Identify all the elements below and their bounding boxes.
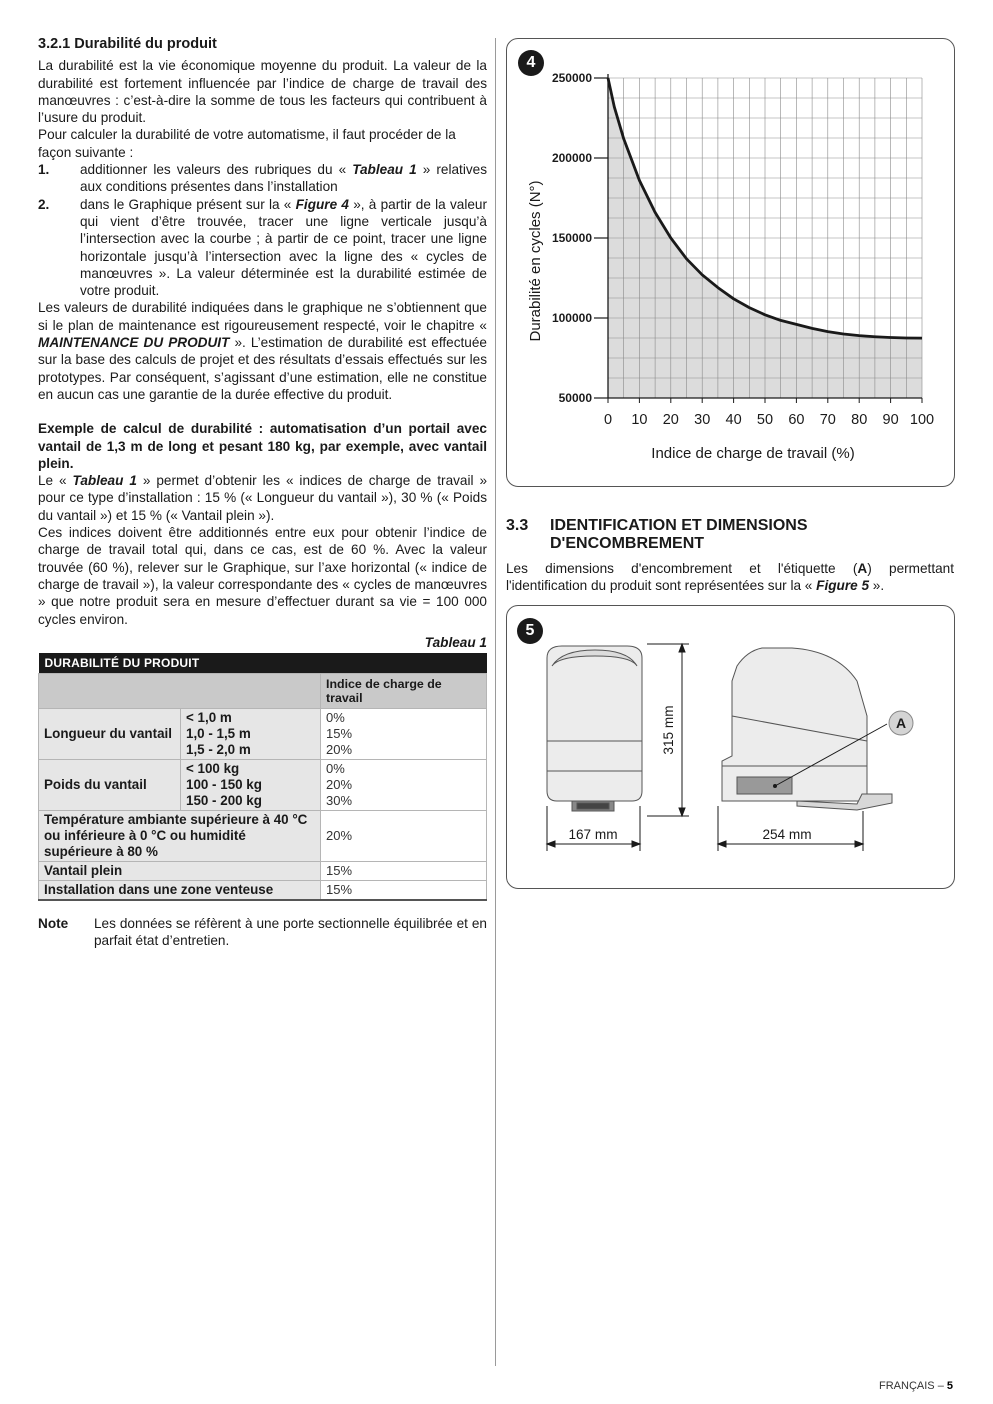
section-3-3-text — [506, 560, 954, 595]
row-values: 20% — [321, 811, 487, 862]
x-tick-label: 0 — [603, 412, 613, 428]
intro-paragraph: La durabilité est la vie économique moyenne du produit. La valeur de la durabilité est fortement influencée par l’indice de charge de travail des manœuvres : c’est-à-dire la somme de tous les facteurs qui contribuent à l’usure du produit. — [38, 58, 487, 126]
y-tick-label: 200000 — [551, 151, 592, 165]
page-footer — [879, 1380, 953, 1392]
front-view-drawing — [547, 646, 642, 811]
section-number: 3.3 — [506, 517, 529, 534]
y-tick-label: 100000 — [551, 311, 592, 325]
x-tick-label: 100 — [909, 412, 935, 428]
table-title: DURABILITÉ DU PRODUIT — [39, 653, 487, 674]
x-tick-label: 30 — [694, 412, 711, 428]
y-tick-label: 150000 — [551, 231, 592, 245]
maintenance-paragraph — [38, 299, 487, 403]
para-text: Les dimensions d'encombrement et l'étiquette ( — [506, 561, 858, 576]
row-values: 0% 15% 20% — [321, 709, 487, 760]
step-number: 2. — [38, 196, 50, 212]
table-header-empty — [39, 674, 321, 709]
step-item — [38, 161, 487, 196]
x-tick-label: 70 — [819, 412, 836, 428]
table-caption: Tableau 1 — [424, 634, 487, 650]
row-label: Longueur du vantail — [39, 709, 181, 760]
width-label: 167 mm — [568, 827, 618, 842]
chart-plot-area — [552, 71, 934, 428]
figure-badge: 5 — [517, 618, 543, 644]
row-label: Installation dans une zone venteuse — [39, 881, 321, 901]
figure-5-box — [506, 605, 955, 889]
step-text: dans le Graphique présent sur la « — [80, 196, 296, 212]
left-column — [38, 36, 487, 950]
durability-chart — [507, 39, 954, 486]
height-label: 315 mm — [661, 705, 676, 755]
page-number: 5 — [946, 1380, 953, 1392]
example-paragraph-2: Ces indices doivent être additionnés entre eux pour obtenir l’indice de charge de travail total qui, dans ce cas, est de 60 %. Avec la valeur trouvée (60 %), relever sur le Graphique, sur l’axe horizontal (« indice de charge de travail »), la valeur correspondante des « cycles de manœuvres » que notre produit sera en mesure d’effectuer durant sa vie = 100 000 cycles environ. — [38, 525, 487, 627]
row-label: Vantail plein — [39, 862, 321, 881]
label-ref: A — [857, 561, 868, 576]
x-tick-label: 50 — [756, 412, 774, 428]
para-text: ». — [869, 578, 885, 594]
x-tick-label: 90 — [882, 412, 899, 428]
table-ref: Tableau 1 — [352, 162, 417, 178]
para-text: Le « — [38, 473, 73, 489]
label-a: A — [895, 715, 907, 731]
steps-list — [38, 161, 487, 299]
y-axis-label: Durabilité en cycles (N°) — [527, 180, 544, 342]
x-tick-label: 10 — [631, 412, 648, 428]
x-tick-label: 40 — [725, 412, 742, 428]
x-axis-label: Indice de charge de travail (%) — [651, 445, 855, 462]
step-item — [38, 196, 487, 300]
example-paragraph — [38, 472, 487, 524]
side-view-drawing — [722, 648, 892, 810]
note — [38, 915, 487, 950]
row-values: 15% — [321, 881, 487, 901]
row-sub: < 100 kg 100 - 150 kg 150 - 200 kg — [181, 760, 321, 811]
para-text: Les valeurs de durabilité indiquées dans le graphique ne s’obtiennent que si le plan de maintenance est rigoureusement respecté, voir le chapitre « — [38, 300, 487, 333]
section-title: 3.2.1 Durabilité du produit — [38, 36, 217, 52]
step-number: 1. — [38, 162, 50, 178]
footer-language: FRANÇAIS – — [879, 1380, 947, 1392]
row-label: Température ambiante supérieure à 40 °C ou inférieure à 0 °C ou humidité supérieure à 80 % — [39, 811, 321, 862]
step-text: additionner les valeurs des rubriques du « — [80, 162, 353, 178]
note-label: Note — [38, 916, 69, 932]
x-tick-label: 20 — [662, 412, 679, 428]
row-values: 0% 20% 30% — [321, 760, 487, 811]
dimensions-drawing — [507, 606, 954, 888]
row-values: 15% — [321, 862, 487, 881]
x-tick-label: 80 — [851, 412, 868, 428]
figure-badge: 4 — [518, 50, 544, 76]
depth-label: 254 mm — [762, 827, 812, 842]
x-tick-label: 60 — [788, 412, 805, 428]
durability-table — [38, 653, 487, 901]
y-tick-label: 50000 — [558, 391, 592, 405]
figure-ref: Figure 5 — [816, 578, 870, 594]
figure-4-box — [506, 38, 955, 487]
para-text: » permet d’obtenir les « indices de charge de travail » pour ce type d’installation : 15 % (« Longueur du vantail »), 30 % (« Poids du vantail ») et 15 % (« Vantail plein »). — [38, 473, 488, 523]
label-pointer-dot — [773, 784, 777, 788]
table-ref: Tableau 1 — [72, 473, 137, 489]
row-sub: < 1,0 m 1,0 - 1,5 m 1,5 - 2,0 m — [181, 709, 321, 760]
para-text: ) permettant l'identification du produit sont représentées sur la « — [506, 561, 954, 594]
para-text: ». L’estimation de durabilité est effectuée sur la base des calculs de projet et des résultats d’essais effectués sur les prototypes. Par conséquent, s’agissant d’une estimation, elle ne constitue en aucun cas une garantie de la durée effective du produit. — [38, 335, 487, 402]
row-label: Poids du vantail — [39, 760, 181, 811]
chapter-ref: MAINTENANCE DU PRODUIT — [38, 335, 230, 351]
example-title: Exemple de calcul de durabilité : automatisation d’un portail avec vantail de 1,3 m de long et pesant 180 kg, par exemple, avec vantail plein. — [38, 421, 487, 471]
note-text: Les données se réfèrent à une porte sectionnelle équilibrée et en parfait état d’entretien. — [94, 916, 487, 949]
y-tick-label: 250000 — [551, 71, 592, 85]
step-text: » relatives aux conditions présentes dans l’installation — [80, 162, 488, 195]
column-divider — [495, 38, 496, 1366]
section-title: IDENTIFICATION ET DIMENSIONS D'ENCOMBREMENT — [550, 517, 808, 552]
table-header: Indice de charge de travail — [321, 674, 487, 709]
step-text: », à partir de la valeur qui vient d’être trouvée, tracer une ligne verticale jusqu’à l’intersection avec la courbe ; à partir de ce point, tracer une ligne horizontale jusqu’à l’intersection avec la ligne des « cycles de manœuvres ». La valeur déterminée est la durabilité estimée de votre produit. — [80, 196, 487, 299]
intro-paragraph-2: Pour calculer la durabilité de votre automatisme, il faut procéder de la façon suivante : — [38, 127, 456, 160]
figure-ref: Figure 4 — [295, 196, 349, 212]
